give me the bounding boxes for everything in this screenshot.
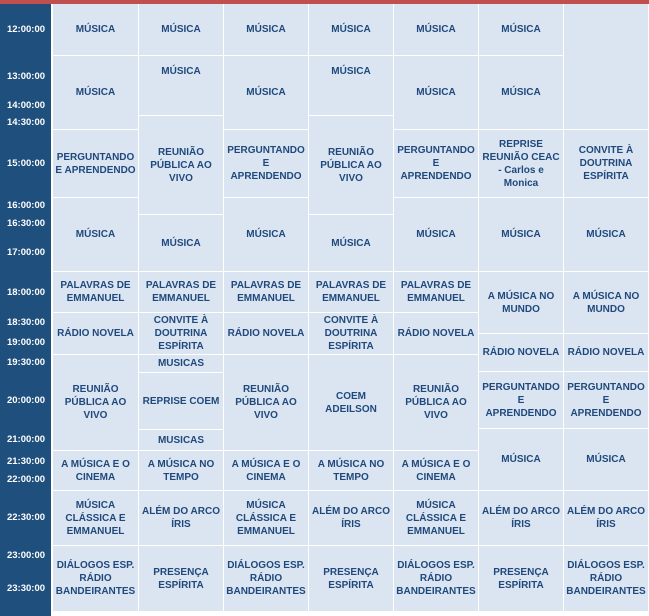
time-label: 17:00:00: [6, 247, 46, 258]
schedule-cell: PRESENÇA ESPÍRITA: [479, 546, 564, 612]
schedule-cell: MUSICAS: [139, 355, 224, 373]
time-label: 16:30:00: [6, 218, 46, 229]
schedule-cell: PRESENÇA ESPÍRITA: [309, 546, 394, 612]
schedule-cell: A MÚSICA E O CINEMA: [53, 451, 139, 491]
schedule-cell: REUNIÃO PÚBLICA AO VIVO: [139, 116, 224, 215]
schedule-cell: CONVITE À DOUTRINA ESPÍRITA: [309, 313, 394, 355]
schedule-cell: PERGUNTANDO E APRENDENDO: [479, 372, 564, 429]
time-label: 23:30:00: [6, 583, 46, 594]
schedule-cell: COEM ADEILSON: [309, 355, 394, 451]
schedule-cell: MÚSICA: [394, 4, 479, 56]
schedule-cell-empty: [564, 4, 649, 130]
schedule-cell: RÁDIO NOVELA: [224, 313, 309, 355]
schedule-cell: MÚSICA: [394, 198, 479, 272]
time-label: 18:30:00: [6, 317, 46, 328]
schedule-cell: CONVITE À DOUTRINA ESPÍRITA: [564, 130, 649, 198]
schedule-cell: MÚSICA: [479, 429, 564, 491]
schedule-cell: MÚSICA: [309, 4, 394, 56]
schedule-cell: RÁDIO NOVELA: [479, 334, 564, 372]
time-label: 22:30:00: [6, 512, 46, 523]
schedule-cell: DIÁLOGOS ESP. RÁDIO BANDEIRANTES: [53, 546, 139, 612]
time-label: 21:30:00: [6, 456, 46, 467]
time-label: 18:00:00: [6, 287, 46, 298]
time-label: 23:00:00: [6, 550, 46, 561]
schedule-cell: A MÚSICA NO MUNDO: [564, 272, 649, 334]
time-label: 20:00:00: [6, 395, 46, 406]
schedule-cell: MÚSICA CLÁSSICA E EMMANUEL: [53, 491, 139, 546]
schedule-cell: MÚSICA CLÁSSICA E EMMANUEL: [394, 491, 479, 546]
time-label: 16:00:00: [6, 200, 46, 211]
schedule-cell: PERGUNTANDO E APRENDENDO: [394, 130, 479, 198]
time-label: 12:00:00: [6, 24, 46, 35]
schedule-cell: PALAVRAS DE EMMANUEL: [309, 272, 394, 313]
schedule-cell: MÚSICA: [224, 4, 309, 56]
schedule-cell: MÚSICA: [139, 4, 224, 56]
schedule-cell: ALÉM DO ARCO ÍRIS: [479, 491, 564, 546]
time-label: 19:00:00: [6, 337, 46, 348]
time-column: [0, 4, 51, 616]
schedule-cell: PRESENÇA ESPÍRITA: [139, 546, 224, 612]
schedule-cell: PALAVRAS DE EMMANUEL: [139, 272, 224, 313]
schedule-cell: DIÁLOGOS ESP. RÁDIO BANDEIRANTES: [564, 546, 649, 612]
schedule-cell: PALAVRAS DE EMMANUEL: [53, 272, 139, 313]
schedule-cell: MÚSICA: [564, 429, 649, 491]
schedule-cell: DIÁLOGOS ESP. RÁDIO BANDEIRANTES: [224, 546, 309, 612]
schedule-cell: REPRISE COEM: [139, 373, 224, 430]
schedule-cell: MÚSICA: [224, 198, 309, 272]
schedule-cell: RÁDIO NOVELA: [564, 334, 649, 372]
schedule-cell: PERGUNTANDO E APRENDENDO: [53, 130, 139, 198]
schedule-cell: REUNIÃO PÚBLICA AO VIVO: [309, 116, 394, 215]
schedule-cell: MÚSICA: [479, 4, 564, 56]
schedule-cell: MÚSICA: [564, 198, 649, 272]
schedule-cell: REPRISE REUNIÃO CEAC - Carlos e Monica: [479, 130, 564, 198]
schedule-cell: MÚSICA: [53, 56, 139, 130]
schedule-cell: MUSICAS: [139, 430, 224, 451]
schedule-cell: PALAVRAS DE EMMANUEL: [224, 272, 309, 313]
schedule-cell: DIÁLOGOS ESP. RÁDIO BANDEIRANTES: [394, 546, 479, 612]
schedule-cell: REUNIÃO PÚBLICA AO VIVO: [224, 355, 309, 451]
schedule-cell: MÚSICA: [53, 4, 139, 56]
schedule-cell: A MÚSICA E O CINEMA: [224, 451, 309, 491]
schedule-cell: MÚSICA: [309, 215, 394, 272]
schedule-cell: MÚSICA: [139, 56, 224, 116]
time-label: 15:00:00: [6, 158, 46, 169]
schedule-cell: RÁDIO NOVELA: [394, 313, 479, 355]
schedule-cell: ALÉM DO ARCO ÍRIS: [139, 491, 224, 546]
time-label: 19:30:00: [6, 357, 46, 368]
schedule-cell: A MÚSICA NO MUNDO: [479, 272, 564, 334]
time-label: 14:00:00: [6, 100, 46, 111]
schedule-cell: MÚSICA CLÁSSICA E EMMANUEL: [224, 491, 309, 546]
schedule-cell: MÚSICA: [139, 215, 224, 272]
time-label: 13:00:00: [6, 71, 46, 82]
schedule-cell: ALÉM DO ARCO ÍRIS: [564, 491, 649, 546]
schedule-cell: PERGUNTANDO E APRENDENDO: [224, 130, 309, 198]
time-label: 14:30:00: [6, 117, 46, 128]
schedule-cell: REUNIÃO PÚBLICA AO VIVO: [394, 355, 479, 451]
schedule-cell: CONVITE À DOUTRINA ESPÍRITA: [139, 313, 224, 355]
schedule-cell: PALAVRAS DE EMMANUEL: [394, 272, 479, 313]
time-label: 22:00:00: [6, 474, 46, 485]
schedule-cell: MÚSICA: [479, 56, 564, 130]
schedule-cell: MÚSICA: [224, 56, 309, 130]
schedule-cell: MÚSICA: [479, 198, 564, 272]
time-label: 21:00:00: [6, 434, 46, 445]
schedule-cell: MÚSICA: [394, 56, 479, 130]
schedule-cell: REUNIÃO PÚBLICA AO VIVO: [53, 355, 139, 451]
schedule-cell: A MÚSICA NO TEMPO: [309, 451, 394, 491]
schedule-cell: A MÚSICA E O CINEMA: [394, 451, 479, 491]
schedule-cell: A MÚSICA NO TEMPO: [139, 451, 224, 491]
schedule-cell: ALÉM DO ARCO ÍRIS: [309, 491, 394, 546]
schedule-cell: MÚSICA: [53, 198, 139, 272]
schedule-cell: RÁDIO NOVELA: [53, 313, 139, 355]
schedule-cell: MÚSICA: [309, 56, 394, 116]
schedule-cell: PERGUNTANDO E APRENDENDO: [564, 372, 649, 429]
